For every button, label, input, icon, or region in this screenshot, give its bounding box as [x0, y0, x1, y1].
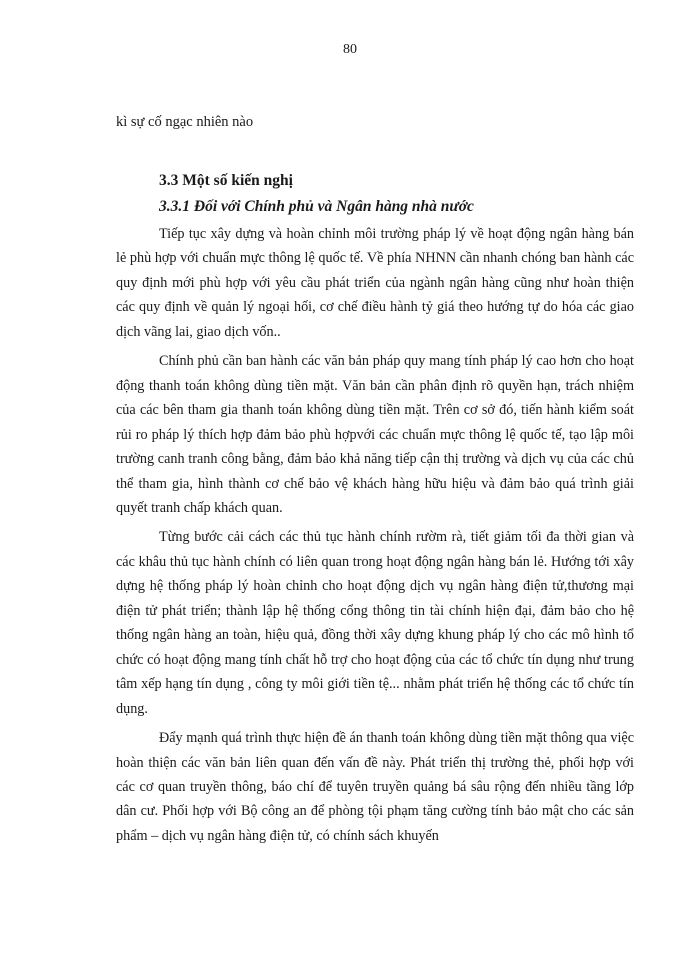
paragraph: Tiếp tục xây dựng và hoàn chỉnh môi trường pháp lý về hoạt động ngân hàng bán lẻ phù hợp với chuẩn mực thông lệ quốc tế. Về phía NHNN cần nhanh chóng ban hành các quy định mới phù hợp với yêu cầu phát triển của ngành ngân hàng cũng như hoàn thiện các quy định về quản lý ngoại hối, cơ chế điều hành tỷ giá theo hướng tự do hóa các giao dịch vãng lai, giao dịch vốn.. [116, 226, 634, 340]
carry-over-line: kì sự cố ngạc nhiên nào [116, 114, 254, 130]
paragraph: Chính phủ cần ban hành các văn bản pháp quy mang tính pháp lý cao hơn cho hoạt động thanh toán không dùng tiền mặt. Văn bản cần phân định rõ quyền hạn, trách nhiệm của các bên tham gia thanh toán không dùng tiền mặt. Trên cơ sở đó, tiến hành kiểm soát rủi ro pháp lý thích hợp đảm bảo phù hợpvới các chuẩn mực thông lệ quốc tế, tạo lập môi trường canh tranh công bằng, đảm bảo khả năng tiếp cận thị trường và dịch vụ của các chủ thể tham gia, hình thành cơ chế bảo vệ khách hàng hữu hiệu và đảm bảo quá trình giải quyết tranh chấp khách quan. [116, 353, 634, 516]
section-title: 3.3 Một số kiến nghị [159, 172, 293, 189]
subsection-title: 3.3.1 Đối với Chính phủ và Ngân hàng nhà nước [159, 198, 474, 215]
paragraph: Đẩy mạnh quá trình thực hiện đề án thanh toán không dùng tiền mặt thông qua việc hoàn thiện các văn bản liên quan đến vấn đề này. Phát triển thị trường thẻ, phối hợp với các cơ quan truyền thông, báo chí để tuyên truyền quảng bá sâu rộng đến nhiều tầng lớp dân cư. Phối hợp với Bộ công an để phòng tội phạm tăng cường tính bảo mật cho các sản phẩm – dịch vụ ngân hàng điện tử, có chính sách khuyến [116, 730, 634, 844]
paragraph: Từng bước cải cách các thủ tục hành chính rườm rà, tiết giảm tối đa thời gian và các khâu thủ tục hành chính có liên quan trong hoạt động ngân hàng bán lẻ. Hướng tới xây dựng hệ thống pháp lý hoàn chỉnh cho hoạt động dịch vụ ngân hàng điện tử,thương mại điện tử phát triển; thành lập hệ thống cổng thông tin tài chính hiện đại, đảm bảo cho hệ thống ngân hàng an toàn, hiệu quả, đồng thời xây dựng khung pháp lý cho các mô hình tổ chức có hoạt động mang tính chất hỗ trợ cho hoạt động của các tổ chức tín dụng như trung tâm xếp hạng tín dụng , công ty môi giới tiền tệ... nhằm phát triển hệ thống các tổ chức tín dụng. [116, 529, 634, 717]
page-number: 80 [343, 42, 357, 57]
body-text [116, 222, 634, 853]
